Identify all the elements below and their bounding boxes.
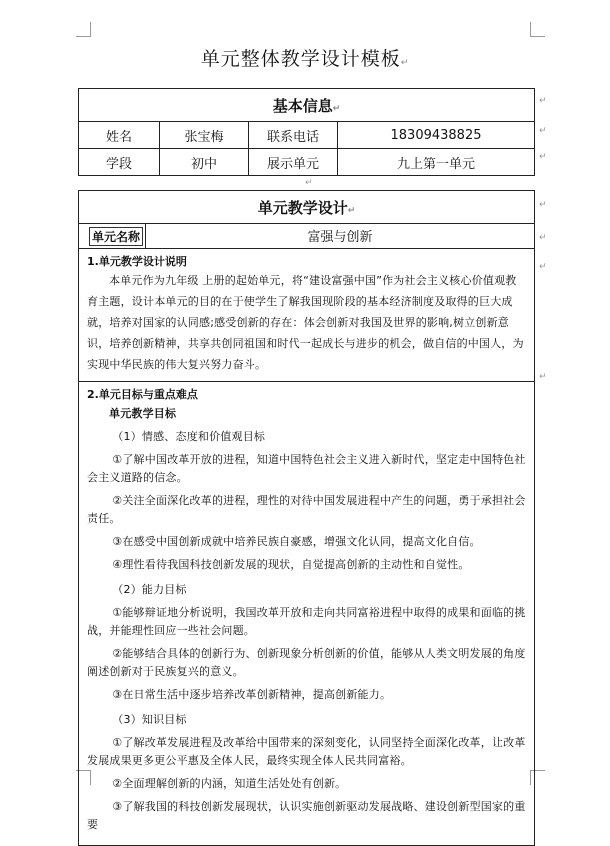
paragraph-mark: ↵ bbox=[400, 58, 410, 68]
unit-label-cell[interactable] bbox=[249, 149, 338, 176]
phone-label: 联系电话 bbox=[266, 129, 319, 145]
row-end-mark: ↵ bbox=[539, 152, 547, 162]
basic-info-header[interactable] bbox=[79, 89, 535, 122]
goal2-item: ①能够辩证地分析说明，我国改革开放和走向共同富裕进程中取得的成果和面临的挑战，并能理性回应一些社会问题。 bbox=[87, 606, 526, 637]
row-end-mark: ↵ bbox=[539, 200, 547, 210]
unit-design-header[interactable] bbox=[79, 191, 535, 224]
goal3-item: ②全面理解创新的内涵，知道生活处处有创新。 bbox=[112, 777, 347, 790]
name-label: 姓名 bbox=[105, 129, 132, 145]
goal1-heading: （1）情感、态度和价值观目标 bbox=[112, 430, 266, 443]
goal2-heading: （2）能力目标 bbox=[112, 583, 187, 596]
unit-design-table bbox=[78, 190, 535, 846]
goal3-heading: （3）知识目标 bbox=[112, 713, 187, 726]
stage-label: 学段 bbox=[105, 156, 132, 172]
row-end-mark: ↵ bbox=[539, 96, 547, 106]
basic-info-header-text: 基本信息 bbox=[272, 96, 333, 115]
unit-name-value: 富强与创新 bbox=[307, 230, 373, 245]
section2-cell[interactable] bbox=[79, 382, 535, 846]
row-end-mark: ↵ bbox=[539, 372, 547, 382]
crop-mark-top-left bbox=[76, 22, 91, 37]
unit-design-header-text: 单元教学设计 bbox=[257, 198, 348, 217]
phone-label-cell[interactable] bbox=[249, 122, 338, 149]
name-value-cell[interactable] bbox=[160, 122, 249, 149]
section2-subheading: 单元教学目标 bbox=[109, 407, 177, 420]
unit-name-label-cell[interactable] bbox=[79, 224, 146, 249]
section1-cell[interactable] bbox=[79, 249, 535, 382]
row-end-mark: ↵ bbox=[539, 233, 547, 243]
stage-label-cell[interactable] bbox=[79, 149, 160, 176]
phone-value-cell[interactable] bbox=[338, 122, 535, 149]
document-title-text: 单元整体教学设计模板 bbox=[200, 48, 401, 70]
goal2-item: ③在日常生活中逐步培养改革创新精神，提高创新能力。 bbox=[112, 688, 392, 701]
paragraph-mark: ↵ bbox=[347, 205, 356, 216]
crop-mark-top-right bbox=[530, 22, 545, 37]
phone-value: 18309438825 bbox=[390, 127, 482, 143]
stage-value-cell[interactable] bbox=[160, 149, 249, 176]
goal2-item: ②能够结合具体的创新行为、创新现象分析创新的价值，能够从人类文明发展的角度阐述创新对于民族复兴的意义。 bbox=[87, 647, 526, 678]
unit-name-value-cell[interactable] bbox=[146, 224, 535, 249]
section2-heading: 2.单元目标与重点难点 bbox=[87, 388, 198, 401]
goal3-item: ③了解我国的科技创新发展现状，认识实施创新驱动发展战略、建设创新型国家的重要 bbox=[87, 800, 526, 831]
paragraph-mark: ↵ bbox=[305, 178, 313, 188]
basic-info-table bbox=[78, 88, 535, 176]
goal1-item: ③在感受中国创新成就中培养民族自豪感，增强文化认同，提高文化自信。 bbox=[112, 535, 481, 548]
goal1-item: ④理性看待我国科技创新发展的现状，自觉提高创新的主动性和自觉性。 bbox=[112, 558, 470, 571]
paragraph-mark: ↵ bbox=[332, 103, 341, 114]
goal1-item: ①了解中国改革开放的进程，知道中国特色社会主义进入新时代，坚定走中国特色社会主义道路的信念。 bbox=[87, 453, 526, 484]
goal3-item: ①了解改革发展进程及改革给中国带来的深刻变化，认同坚持全面深化改革，让改革发展成果更多更公平惠及全体人民，最终实现全体人民共同富裕。 bbox=[87, 736, 526, 767]
unit-value-cell[interactable] bbox=[338, 149, 535, 176]
section1-body: 本单元作为九年级 上册的起始单元，将“建设富强中国”作为社会主义核心价值观教育主题，设计本单元的目的在于使学生了解我国现阶段的基本经济制度及取得的巨大成就，培养对国家的认同感;感受创新的存在：体会创新对我国及世界的影响,树立创新意识，培养创新精神，共享共创同祖国和时代一起成长与进步的机会，做自信的中国人，为实现中华民族的伟大复兴努力奋斗。 bbox=[87, 274, 524, 371]
row-end-mark: ↵ bbox=[539, 262, 547, 272]
name-value: 张宝梅 bbox=[184, 129, 224, 145]
document-title[interactable] bbox=[0, 44, 610, 71]
row-end-mark: ↵ bbox=[539, 126, 547, 136]
section1-heading: 1.单元教学设计说明 bbox=[87, 255, 187, 268]
name-label-cell[interactable] bbox=[79, 122, 160, 149]
stage-value: 初中 bbox=[190, 156, 217, 172]
goal1-item: ②关注全面深化改革的进程，理性的对待中国发展进程中产生的问题，勇于承担社会责任。 bbox=[87, 494, 526, 525]
unit-label: 展示单元 bbox=[266, 156, 319, 172]
unit-name-label: 单元名称 bbox=[89, 227, 143, 246]
unit-value: 九上第一单元 bbox=[396, 156, 475, 172]
